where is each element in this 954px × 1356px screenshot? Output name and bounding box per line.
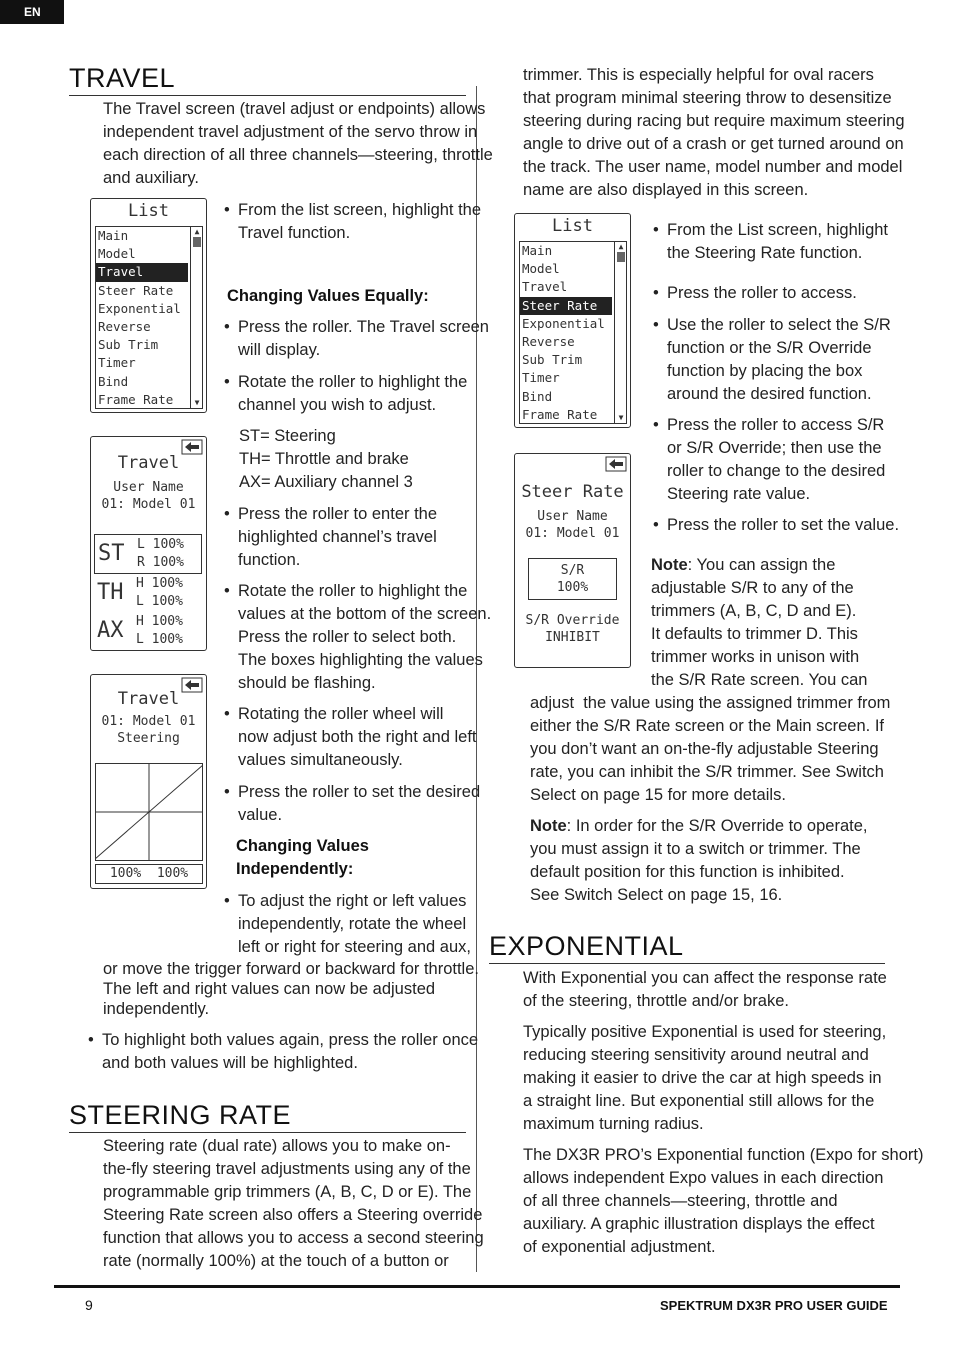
back-arrow-icon <box>605 456 627 472</box>
model-label: 01: Model 01 <box>525 526 620 541</box>
steering-heading-rule <box>69 1132 466 1133</box>
travel-bullet-continued: or move the trigger forward or backward for throttle. The left and right values can now be adjusted independently. <box>103 960 479 1018</box>
travel-heading: TRAVEL <box>69 63 176 93</box>
scroll-down-icon: ▼ <box>194 398 200 407</box>
list-screen-title: List <box>128 201 169 221</box>
scroll-up-icon: ▲ <box>194 227 200 236</box>
st-channel-box: ST L 100% R 100% <box>94 534 202 574</box>
list-item: Main <box>522 243 553 258</box>
travel-bullet: • Press the roller. The Travel screen will display. <box>224 318 489 359</box>
travel-bullet: • Press the roller to set the desired value. <box>224 783 481 824</box>
exponential-heading: EXPONENTIAL <box>489 931 684 961</box>
list-item: Reverse <box>522 333 575 349</box>
list-item: Sub Trim <box>522 352 583 368</box>
steering-bullet: • Press the roller to access. <box>653 284 857 302</box>
th-channel-row: TH H 100% L 100% <box>97 576 183 609</box>
footer-rule <box>54 1285 900 1288</box>
list-item: Bind <box>522 388 553 404</box>
steering-intro: Steering rate (dual rate) allows you to make on- the-fly steering travel adjustments using any of the programmable grip trimmers (A, B, C, D or E). The Steering Rate screen also offers a Steering override function that allows you to access a second steering rate (normally 100%) at the touch of a button or <box>103 1137 484 1270</box>
scroll-up-icon: ▲ <box>618 242 624 251</box>
list-item: Frame Rate <box>522 406 598 422</box>
list-item: Bind <box>98 373 129 389</box>
changing-values-equally-heading: Changing Values Equally: <box>227 287 429 305</box>
list-item: Main <box>98 228 129 243</box>
back-arrow-icon <box>181 439 203 455</box>
travel-bullet: • From the list screen, highlight the Travel function. <box>224 201 482 242</box>
channel-legend: ST= Steering TH= Throttle and brake AX= Auxiliary channel 3 <box>239 427 413 491</box>
travel-heading-rule <box>69 95 466 96</box>
list-item: Model <box>98 246 136 262</box>
sr-value-box: S/R 100% <box>528 558 617 600</box>
st-label: ST <box>98 541 125 566</box>
travel-bullet: • To highlight both values again, press the roller once and both values will be highlighted. <box>88 1031 479 1072</box>
list-screen-steer-rate <box>514 213 631 428</box>
list-screen-title: List <box>552 216 593 236</box>
exponential-paragraph: Typically positive Exponential is used for steering, reducing steering sensitivity around neutral and making it easier to drive the car at high speeds in a straight line. But exponential still allows for the maximum turning radius. <box>523 1023 887 1133</box>
list-item: Travel <box>522 279 568 295</box>
steering-note-1: Note: You can assign the adjustable S/R to any of the trimmers (A, B, C, D and E). It defaults to trimmer D. This trimmer works in unison with the S/R Rate screen. You can <box>651 556 868 689</box>
exponential-paragraph: The DX3R PRO’s Exponential function (Expo for short) allows independent Expo values in each direction of all three channels—steering, throttle and auxiliary. A graphic illustration displays the effect of exponential adjustment. <box>523 1146 924 1256</box>
list-item: Sub Trim <box>98 337 159 353</box>
page-number: 9 <box>85 1297 93 1313</box>
list-item-selected: Travel <box>96 263 188 281</box>
travel-intro: The Travel screen (travel adjust or endpoints) allows independent travel adjustment of the servo throw in each direction of all three channels—steering, throttle and auxiliary. <box>103 100 493 187</box>
steer-rate-title: Steer Rate <box>521 482 624 502</box>
footer-guide-title: SPEKTRUM DX3R PRO USER GUIDE <box>660 1298 888 1313</box>
list-item: Reverse <box>98 318 151 334</box>
steering-bullet: • Press the roller to access S/R or S/R Override; then use the roller to change to the desired Steering rate value. <box>653 416 886 503</box>
exponential-heading-rule <box>489 963 885 964</box>
steer-rate-screen <box>514 453 631 668</box>
travel-bullet: • Rotate the roller to highlight the values at the bottom of the screen. Press the roller to select both. The boxes highlighting the values should be flashing. <box>224 582 492 692</box>
list-item: Timer <box>98 355 136 371</box>
model-label: 01: Model 01 <box>101 497 196 512</box>
travel-graph-title: Travel <box>117 689 180 709</box>
list-item-selected: Steer Rate <box>520 297 612 315</box>
back-arrow-icon <box>181 677 203 693</box>
list-item: Exponential <box>522 315 605 331</box>
user-name-label: User Name <box>113 480 184 495</box>
ax-label: AX <box>97 618 124 643</box>
steering-bullet: • Press the roller to set the value. <box>653 516 900 534</box>
sr-override: S/R Override INHIBIT <box>525 613 620 645</box>
list-item: Exponential <box>98 300 181 316</box>
travel-graph-screen <box>90 674 207 889</box>
model-label: 01: Model 01 <box>101 714 196 729</box>
list-scrollbar <box>614 242 627 423</box>
list-item: Timer <box>522 370 560 386</box>
steering-intro-continued: trimmer. This is especially helpful for oval racers that program minimal steering throw to desensitize steering during racing but require maximum steering angle to drive out of a crash or get turned around on the track. The user name, model number and model name are also displayed in this screen. <box>523 66 905 199</box>
travel-screen <box>90 436 207 651</box>
language-tab: EN <box>0 0 64 24</box>
list-item: Frame Rate <box>98 391 174 407</box>
list-item: Steer Rate <box>98 282 174 298</box>
list-item: Model <box>522 261 560 277</box>
steering-label: Steering <box>117 731 180 746</box>
exponential-paragraph: With Exponential you can affect the response rate of the steering, throttle and/or brake. <box>523 969 887 1010</box>
list-scrollbar <box>190 227 203 408</box>
scroll-down-icon: ▼ <box>618 413 624 422</box>
travel-curve-graph <box>95 763 203 861</box>
steering-bullet: • From the List screen, highlight the Steering Rate function. <box>653 221 889 262</box>
changing-values-independently-heading: Changing Values Independently: <box>236 837 369 878</box>
list-screen <box>90 198 207 413</box>
steering-note-1-continued: adjust the value using the assigned trimmer from either the S/R Rate screen or the Main screen. If you don’t want an on-the-fly adjustable Steering rate, you can inhibit the S/R trimmer. See Switch Select on page 15 for more details. <box>530 694 891 804</box>
travel-screen-title: Travel <box>117 453 180 473</box>
travel-bullet: • To adjust the right or left values independently, rotate the wheel left or right for steering and aux, <box>224 892 471 956</box>
ax-channel-row: AX H 100% L 100% <box>97 614 183 647</box>
travel-bullet: • Rotating the roller wheel will now adjust both the right and left values simultaneously. <box>224 705 477 769</box>
user-name-label: User Name <box>537 509 608 524</box>
steering-bullet: • Use the roller to select the S/R function or the S/R Override function by placing the box around the desired function. <box>653 316 891 403</box>
travel-bullet: • Rotate the roller to highlight the channel you wish to adjust. <box>224 373 468 414</box>
graph-values-box: 100% 100% <box>95 864 203 884</box>
th-label: TH <box>97 580 124 605</box>
steering-rate-heading: STEERING RATE <box>69 1100 292 1130</box>
travel-bullet: • Press the roller to enter the highlighted channel’s travel function. <box>224 505 438 569</box>
steering-note-2: Note: In order for the S/R Override to operate, you must assign it to a switch or trimmer. The default position for this function is inhibited. See Switch Select on page 15, 16. <box>530 817 868 904</box>
